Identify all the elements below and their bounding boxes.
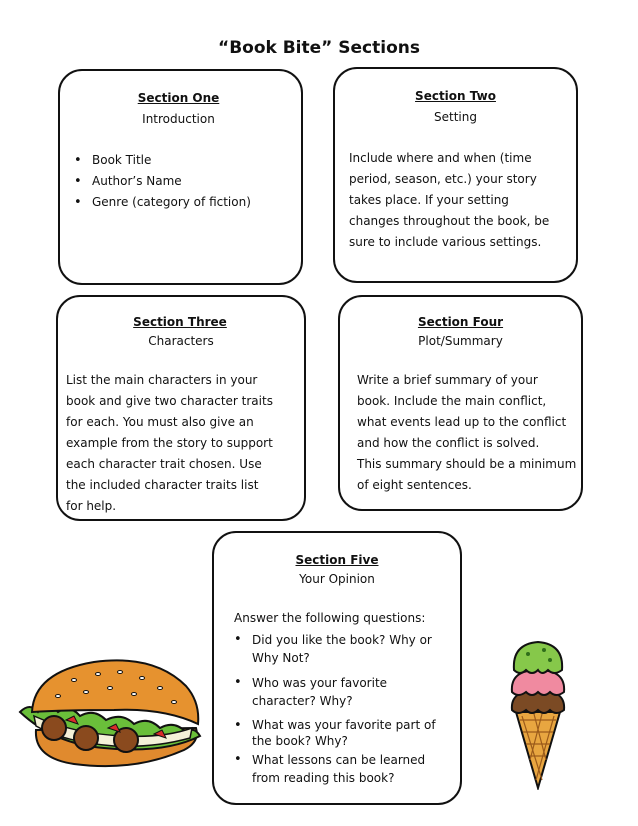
list-item: • Who was your favorite character? Why?	[230, 674, 460, 710]
text-line: book and give two character traits	[66, 394, 273, 408]
section-two-subtitle: Setting	[434, 110, 477, 124]
section-four-text	[357, 370, 583, 496]
text-line: for help.	[66, 499, 117, 513]
text-line: List the main characters in your	[66, 373, 258, 387]
section-five-subtitle: Your Opinion	[299, 572, 375, 586]
section-four-subtitle: Plot/Summary	[418, 334, 503, 348]
text-line: This summary should be a minimum	[357, 457, 577, 471]
text-line: what events lead up to the conflict	[357, 415, 567, 429]
page-title: “Book Bite” Sections	[218, 38, 420, 58]
section-one-card	[58, 69, 303, 285]
list-item: • Author’s Name	[70, 171, 251, 192]
list-item: • What lessons can be learned from reading this book?	[230, 751, 460, 787]
text-line: the included character traits list	[66, 478, 259, 492]
text-line: example from the story to support	[66, 436, 273, 450]
ice-cream-icon	[498, 620, 578, 790]
section-two-card	[333, 67, 578, 283]
text-line: period, season, etc.) your story	[349, 172, 537, 186]
sandwich-icon	[14, 650, 209, 775]
text-line: Include where and when (time	[349, 151, 532, 165]
section-two-text	[349, 148, 575, 253]
text-line: each character trait chosen. Use	[66, 457, 262, 471]
text-line: of eight sentences.	[357, 478, 472, 492]
text-line: and how the conflict is solved.	[357, 436, 540, 450]
section-three-card	[56, 295, 306, 521]
section-two-title: Section Two	[415, 89, 496, 103]
list-item: • What was your favorite part of the book? Why?	[230, 717, 460, 749]
text-line: book. Include the main conflict,	[357, 394, 547, 408]
section-five-title: Section Five	[295, 553, 379, 567]
text-line: Write a brief summary of your	[357, 373, 538, 387]
list-item: • Did you like the book? Why or Why Not?	[230, 631, 460, 667]
section-four-card	[338, 295, 583, 511]
text-line: sure to include various settings.	[349, 235, 542, 249]
section-one-title: Section One	[137, 91, 220, 105]
section-four-title: Section Four	[417, 315, 504, 329]
section-one-subtitle: Introduction	[142, 112, 215, 126]
section-five-intro: Answer the following questions:	[234, 611, 426, 625]
text-line: for each. You must also give an	[66, 415, 254, 429]
section-three-subtitle: Characters	[148, 334, 214, 348]
section-five-card	[212, 531, 462, 805]
list-item: • Book Title	[70, 150, 251, 171]
section-three-title: Section Three	[133, 315, 227, 329]
text-line: changes throughout the book, be	[349, 214, 550, 228]
list-item: • Genre (category of fiction)	[70, 192, 251, 213]
section-five-list	[230, 631, 460, 794]
section-three-text	[66, 370, 304, 517]
section-one-list	[70, 150, 251, 213]
text-line: takes place. If your setting	[349, 193, 509, 207]
